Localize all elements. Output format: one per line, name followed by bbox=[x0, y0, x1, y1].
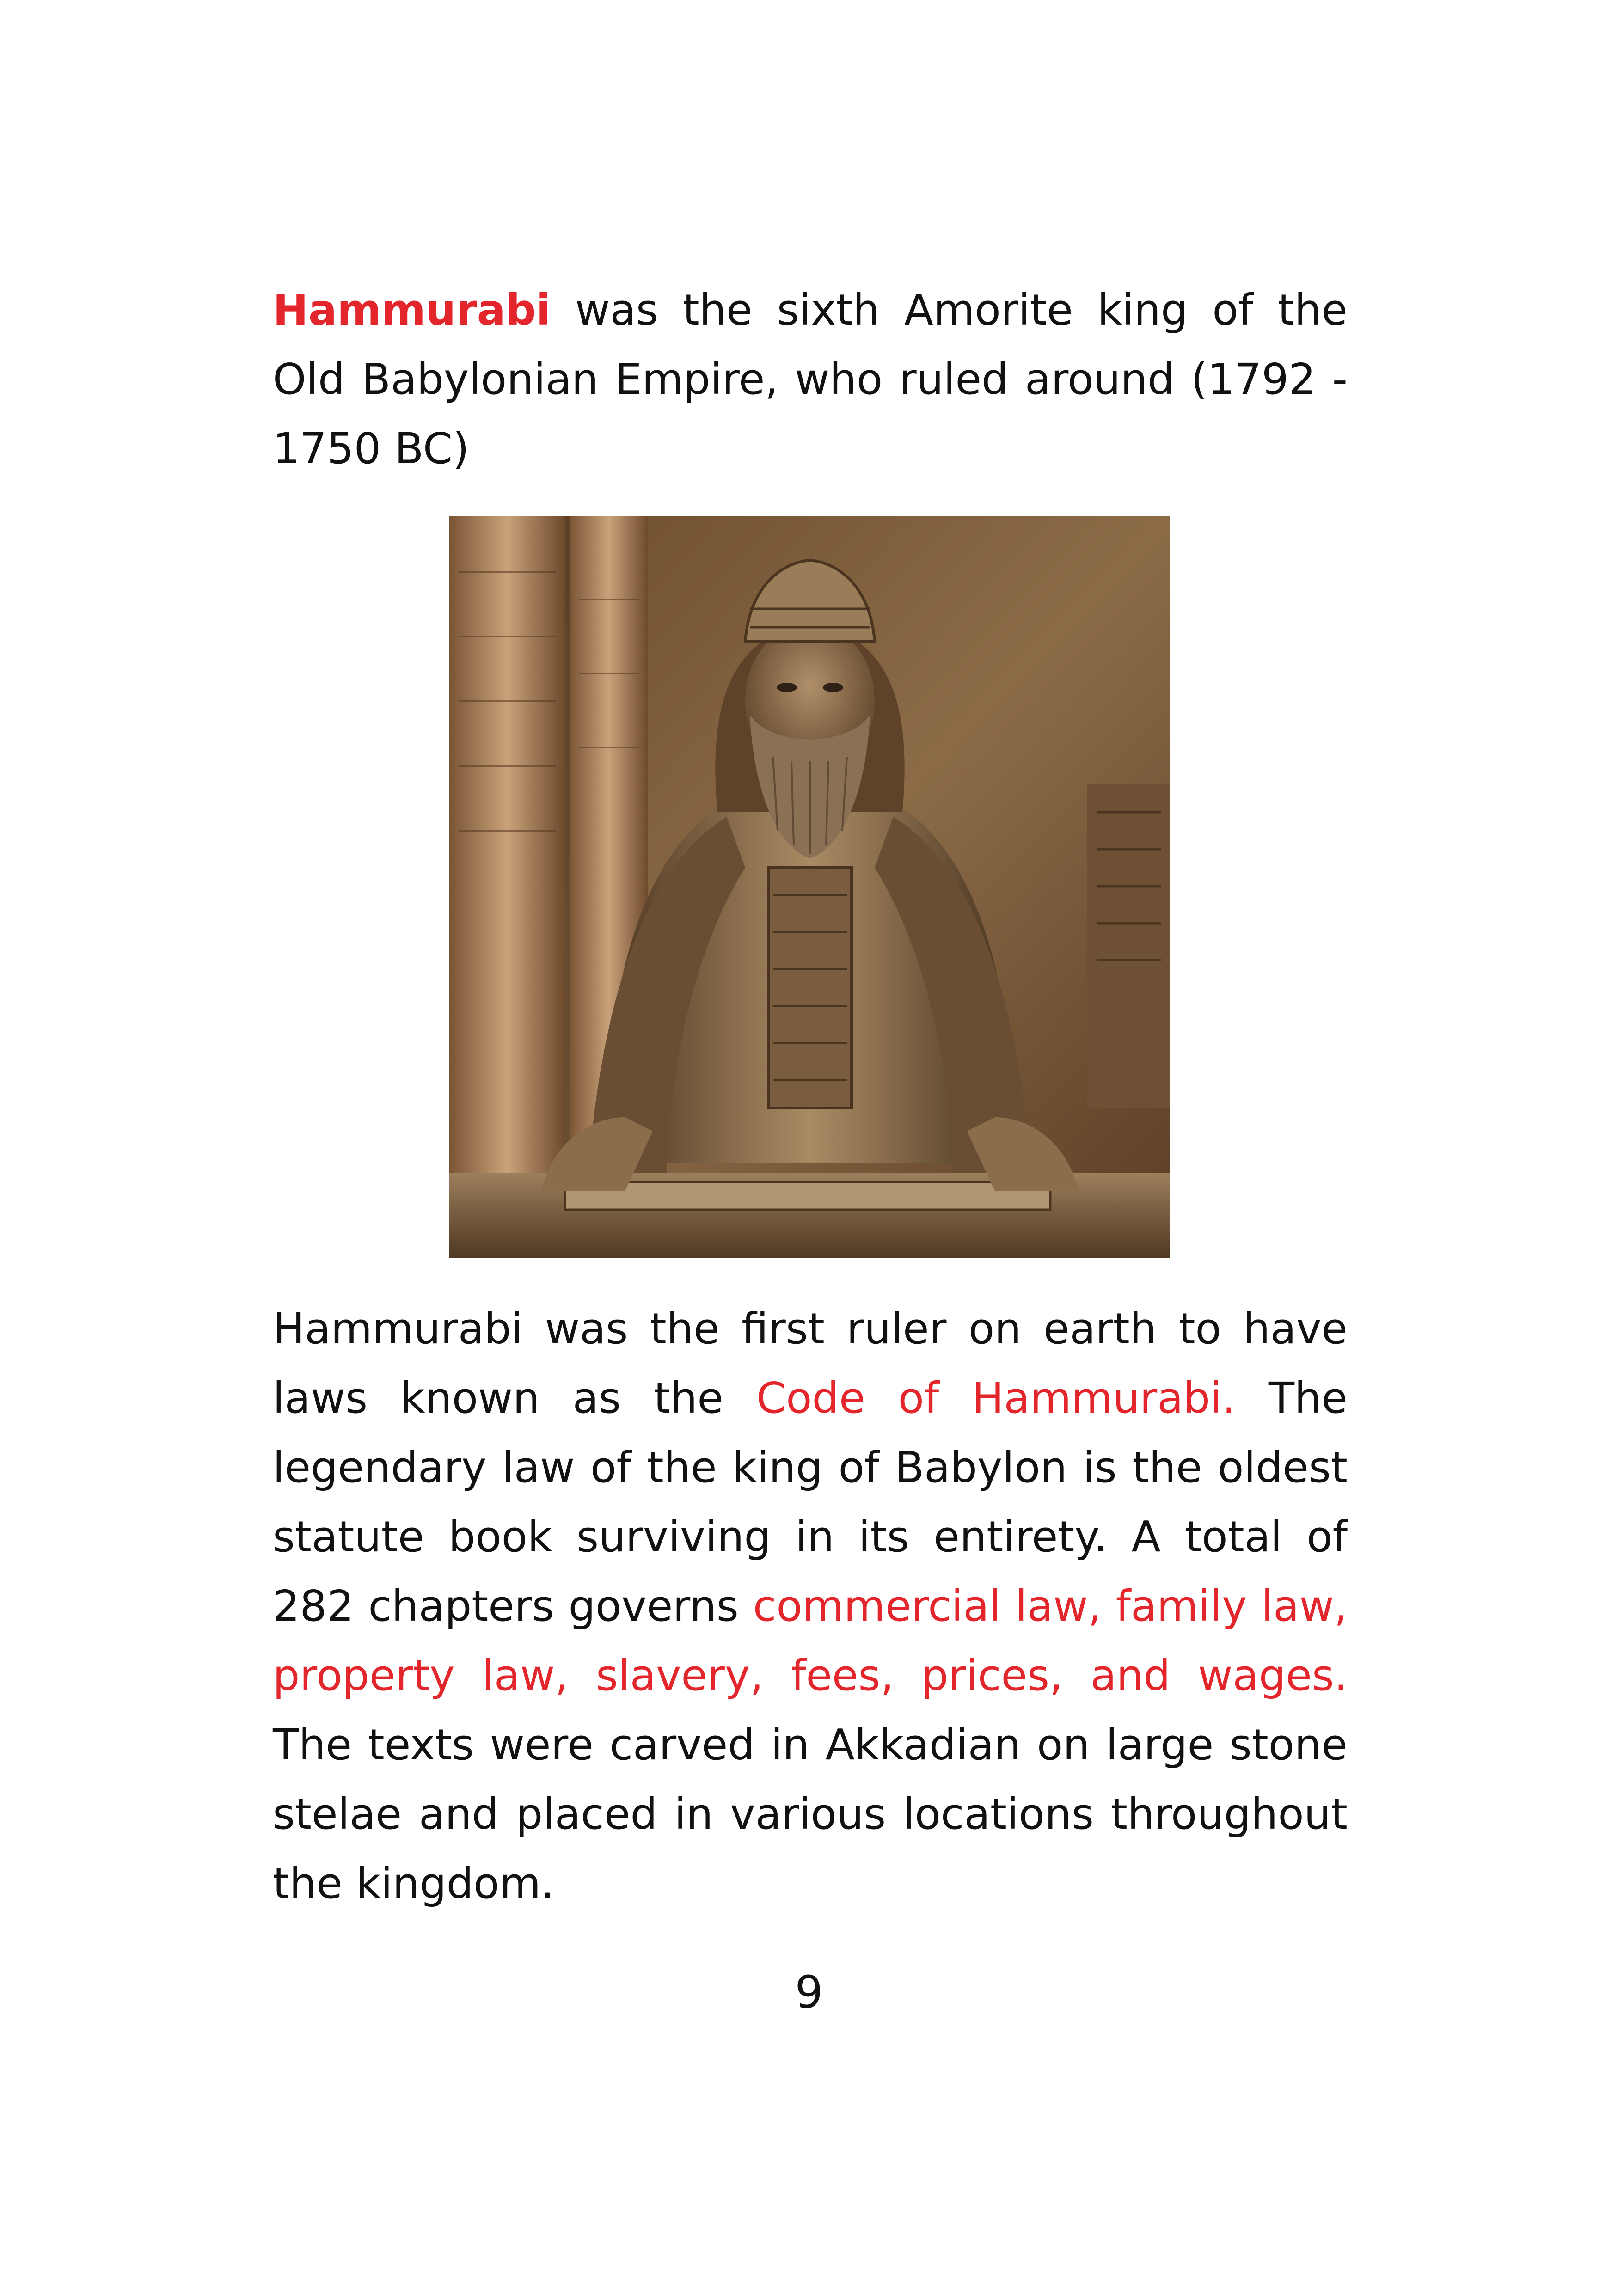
statue-illustration bbox=[449, 516, 1170, 1258]
code-of-hammurabi-highlight: Code of Hammurabi. bbox=[756, 1373, 1236, 1423]
code-paragraph bbox=[273, 1294, 1348, 1918]
code-paragraph-text-1: Hammurabi was the first ruler on earth to have laws known as the bbox=[273, 1304, 1348, 1423]
hammurabi-statue-image bbox=[449, 516, 1170, 1258]
law-topics-highlight: commercial law, family law, property law, slavery, fees, prices, and wages. bbox=[273, 1581, 1348, 1700]
page-number: 9 bbox=[795, 1966, 823, 2018]
intro-paragraph-text: was the sixth Amorite king of the Old Babylonian Empire, who ruled around (1792 - 1750 BC) bbox=[273, 285, 1348, 473]
hammurabi-name-highlight: Hammurabi bbox=[273, 285, 551, 335]
code-paragraph-text-3: The texts were carved in Akkadian on large stone stelae and placed in various locations throughout the kingdom. bbox=[273, 1720, 1348, 1908]
intro-paragraph bbox=[273, 276, 1348, 484]
code-paragraph-text-2: The legendary law of the king of Babylon is the oldest statute book surviving in its entirety. A total of 282 chapters governs bbox=[273, 1373, 1348, 1631]
